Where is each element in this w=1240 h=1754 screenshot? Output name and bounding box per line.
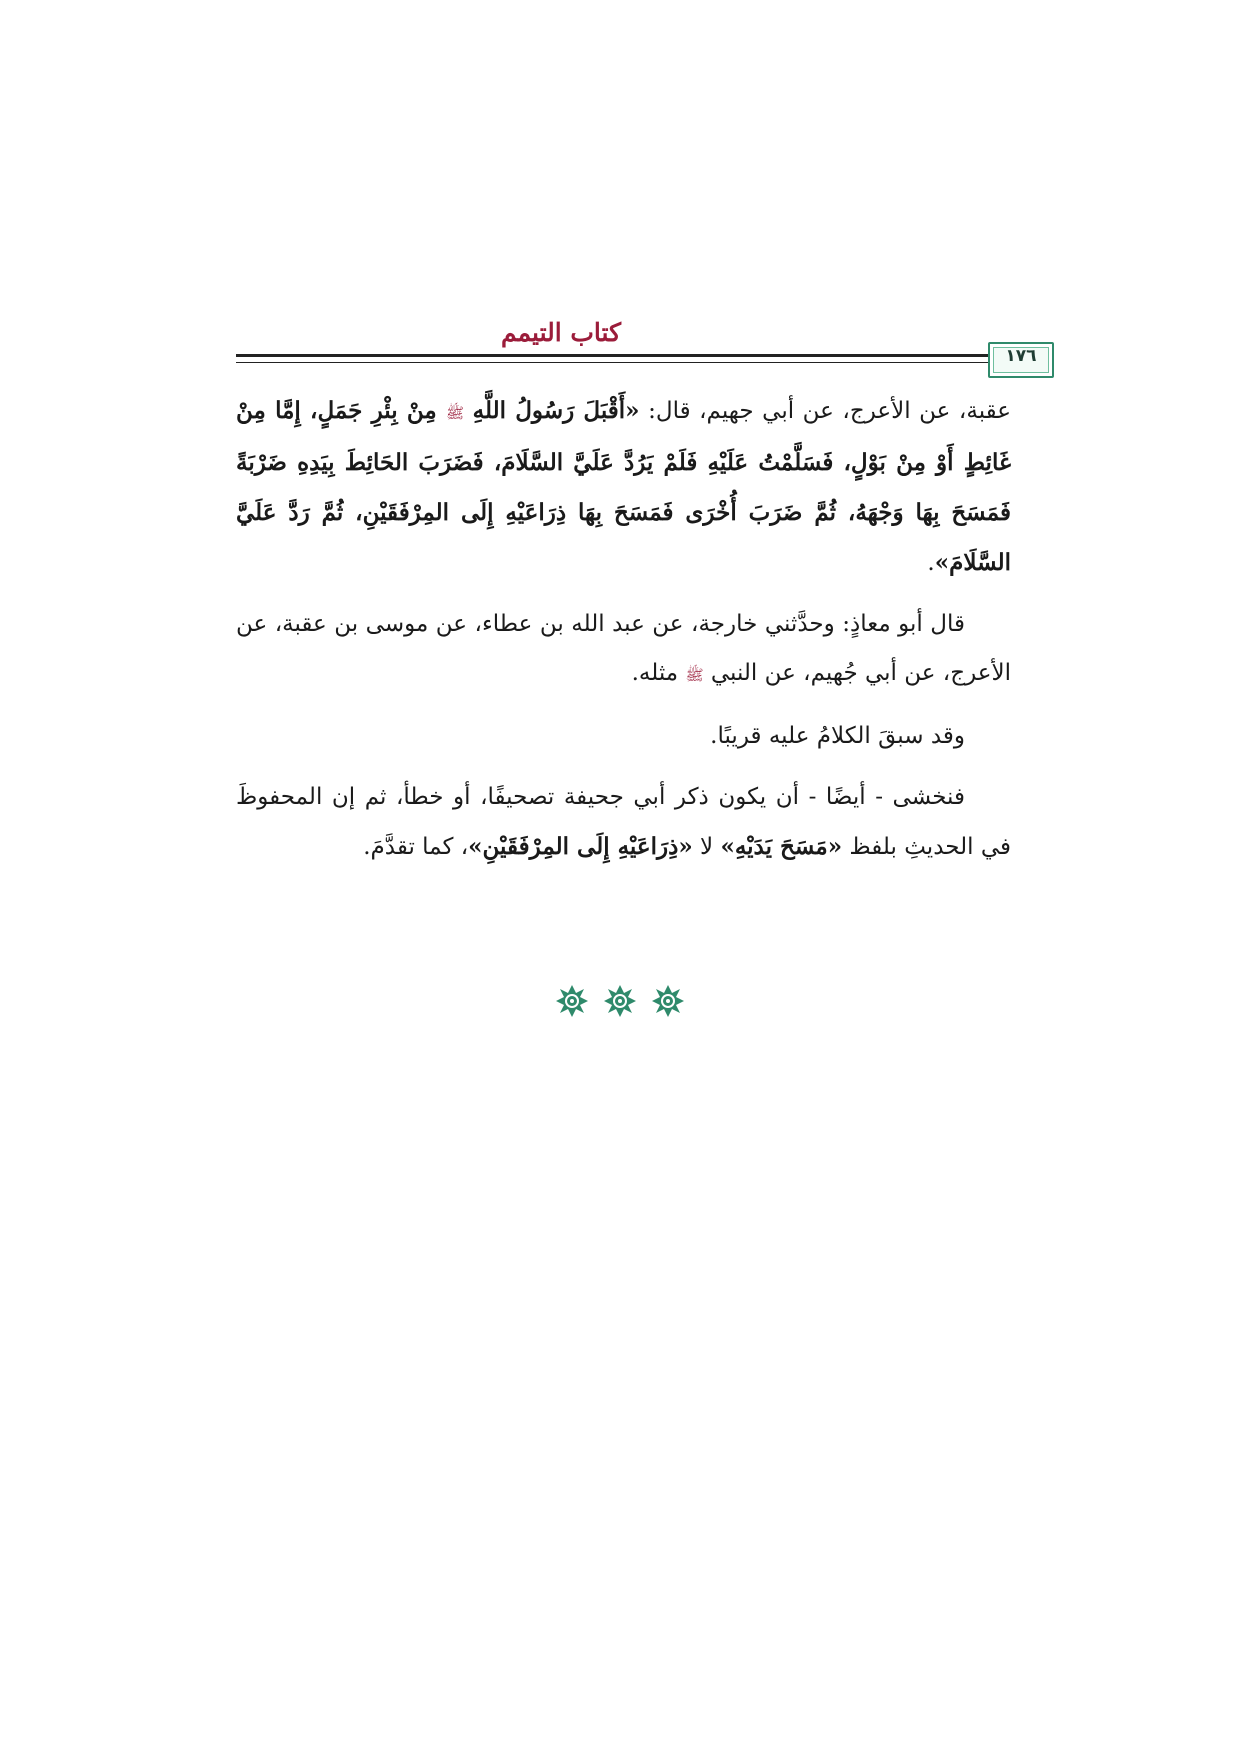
chain-end: مثله. <box>631 660 686 686</box>
paragraph-note: وقد سبقَ الكلامُ عليه قريبًا. <box>710 723 965 749</box>
salutation-glyph: ﷺ <box>685 666 704 684</box>
chapter-title: كتاب التيمم <box>500 318 621 347</box>
paragraph-chain <box>236 600 1011 700</box>
flower-ornament-icon <box>555 984 589 1018</box>
header-rule-thick <box>236 354 1011 357</box>
paragraph-lead: عقبة، عن الأعرج، عن أبي جهيم، قال: <box>639 398 1011 424</box>
paragraph-conclusion <box>236 773 1011 872</box>
conclusion-text: فنخشى - أيضًا - أن يكون ذكر أبي جحيفة تصحيفًا، أو خطأ، ثم إن المحفوظَ في الحديثِ بلفظ <box>236 784 1011 860</box>
paragraph-end: . <box>927 550 935 576</box>
paragraph-hadith <box>236 386 1011 588</box>
hadith-quote-rest: مِنْ بِئْرِ جَمَلٍ، إِمَّا مِنْ غَائِطٍ أَوْ مِنْ بَوْلٍ، فَسَلَّمْتُ عَلَيْهِ فَلَمْ يَرُدَّ عَلَيَّ السَّلَامَ، فَضَرَبَ الحَائِطَ بِيَدِهِ ضَرْبَةً فَمَسَحَ بِهَا وَجْهَهُ، ثُمَّ ضَرَبَ أُخْرَى فَمَسَحَ بِهَا ذِرَاعَيْهِ إِلَى المِرْفَقَيْنِ، ثُمَّ رَدَّ عَلَيَّ السَّلَامَ» <box>236 397 1011 576</box>
page-header <box>236 318 1037 378</box>
flower-ornament-icon <box>603 984 637 1018</box>
page-number-badge <box>988 342 1054 378</box>
conclusion-joiner: لا <box>692 834 721 860</box>
flower-ornament-icon <box>651 984 685 1018</box>
page-number: ١٧٦ <box>1005 346 1037 366</box>
page-body <box>236 386 1011 872</box>
salutation-glyph: ﷺ <box>445 404 465 422</box>
quoted-phrase-2: «ذِرَاعَيْهِ إِلَى المِرْفَقَيْنِ» <box>468 833 693 860</box>
section-end-ornaments <box>0 984 1240 1024</box>
conclusion-end: ، كما تقدَّمَ. <box>363 834 469 860</box>
header-rule-thin <box>236 362 1011 363</box>
hadith-quote-start: «أَقْبَلَ رَسُولُ اللَّهِ <box>472 397 640 424</box>
chain-text: قال أبو معاذٍ: وحدَّثني خارجة، عن عبد الله بن عطاء، عن موسى بن عقبة، عن الأعرج، عن أبي جُهيم، عن النبي <box>236 611 1011 686</box>
quoted-phrase-1: «مَسَحَ يَدَيْهِ» <box>720 833 843 860</box>
